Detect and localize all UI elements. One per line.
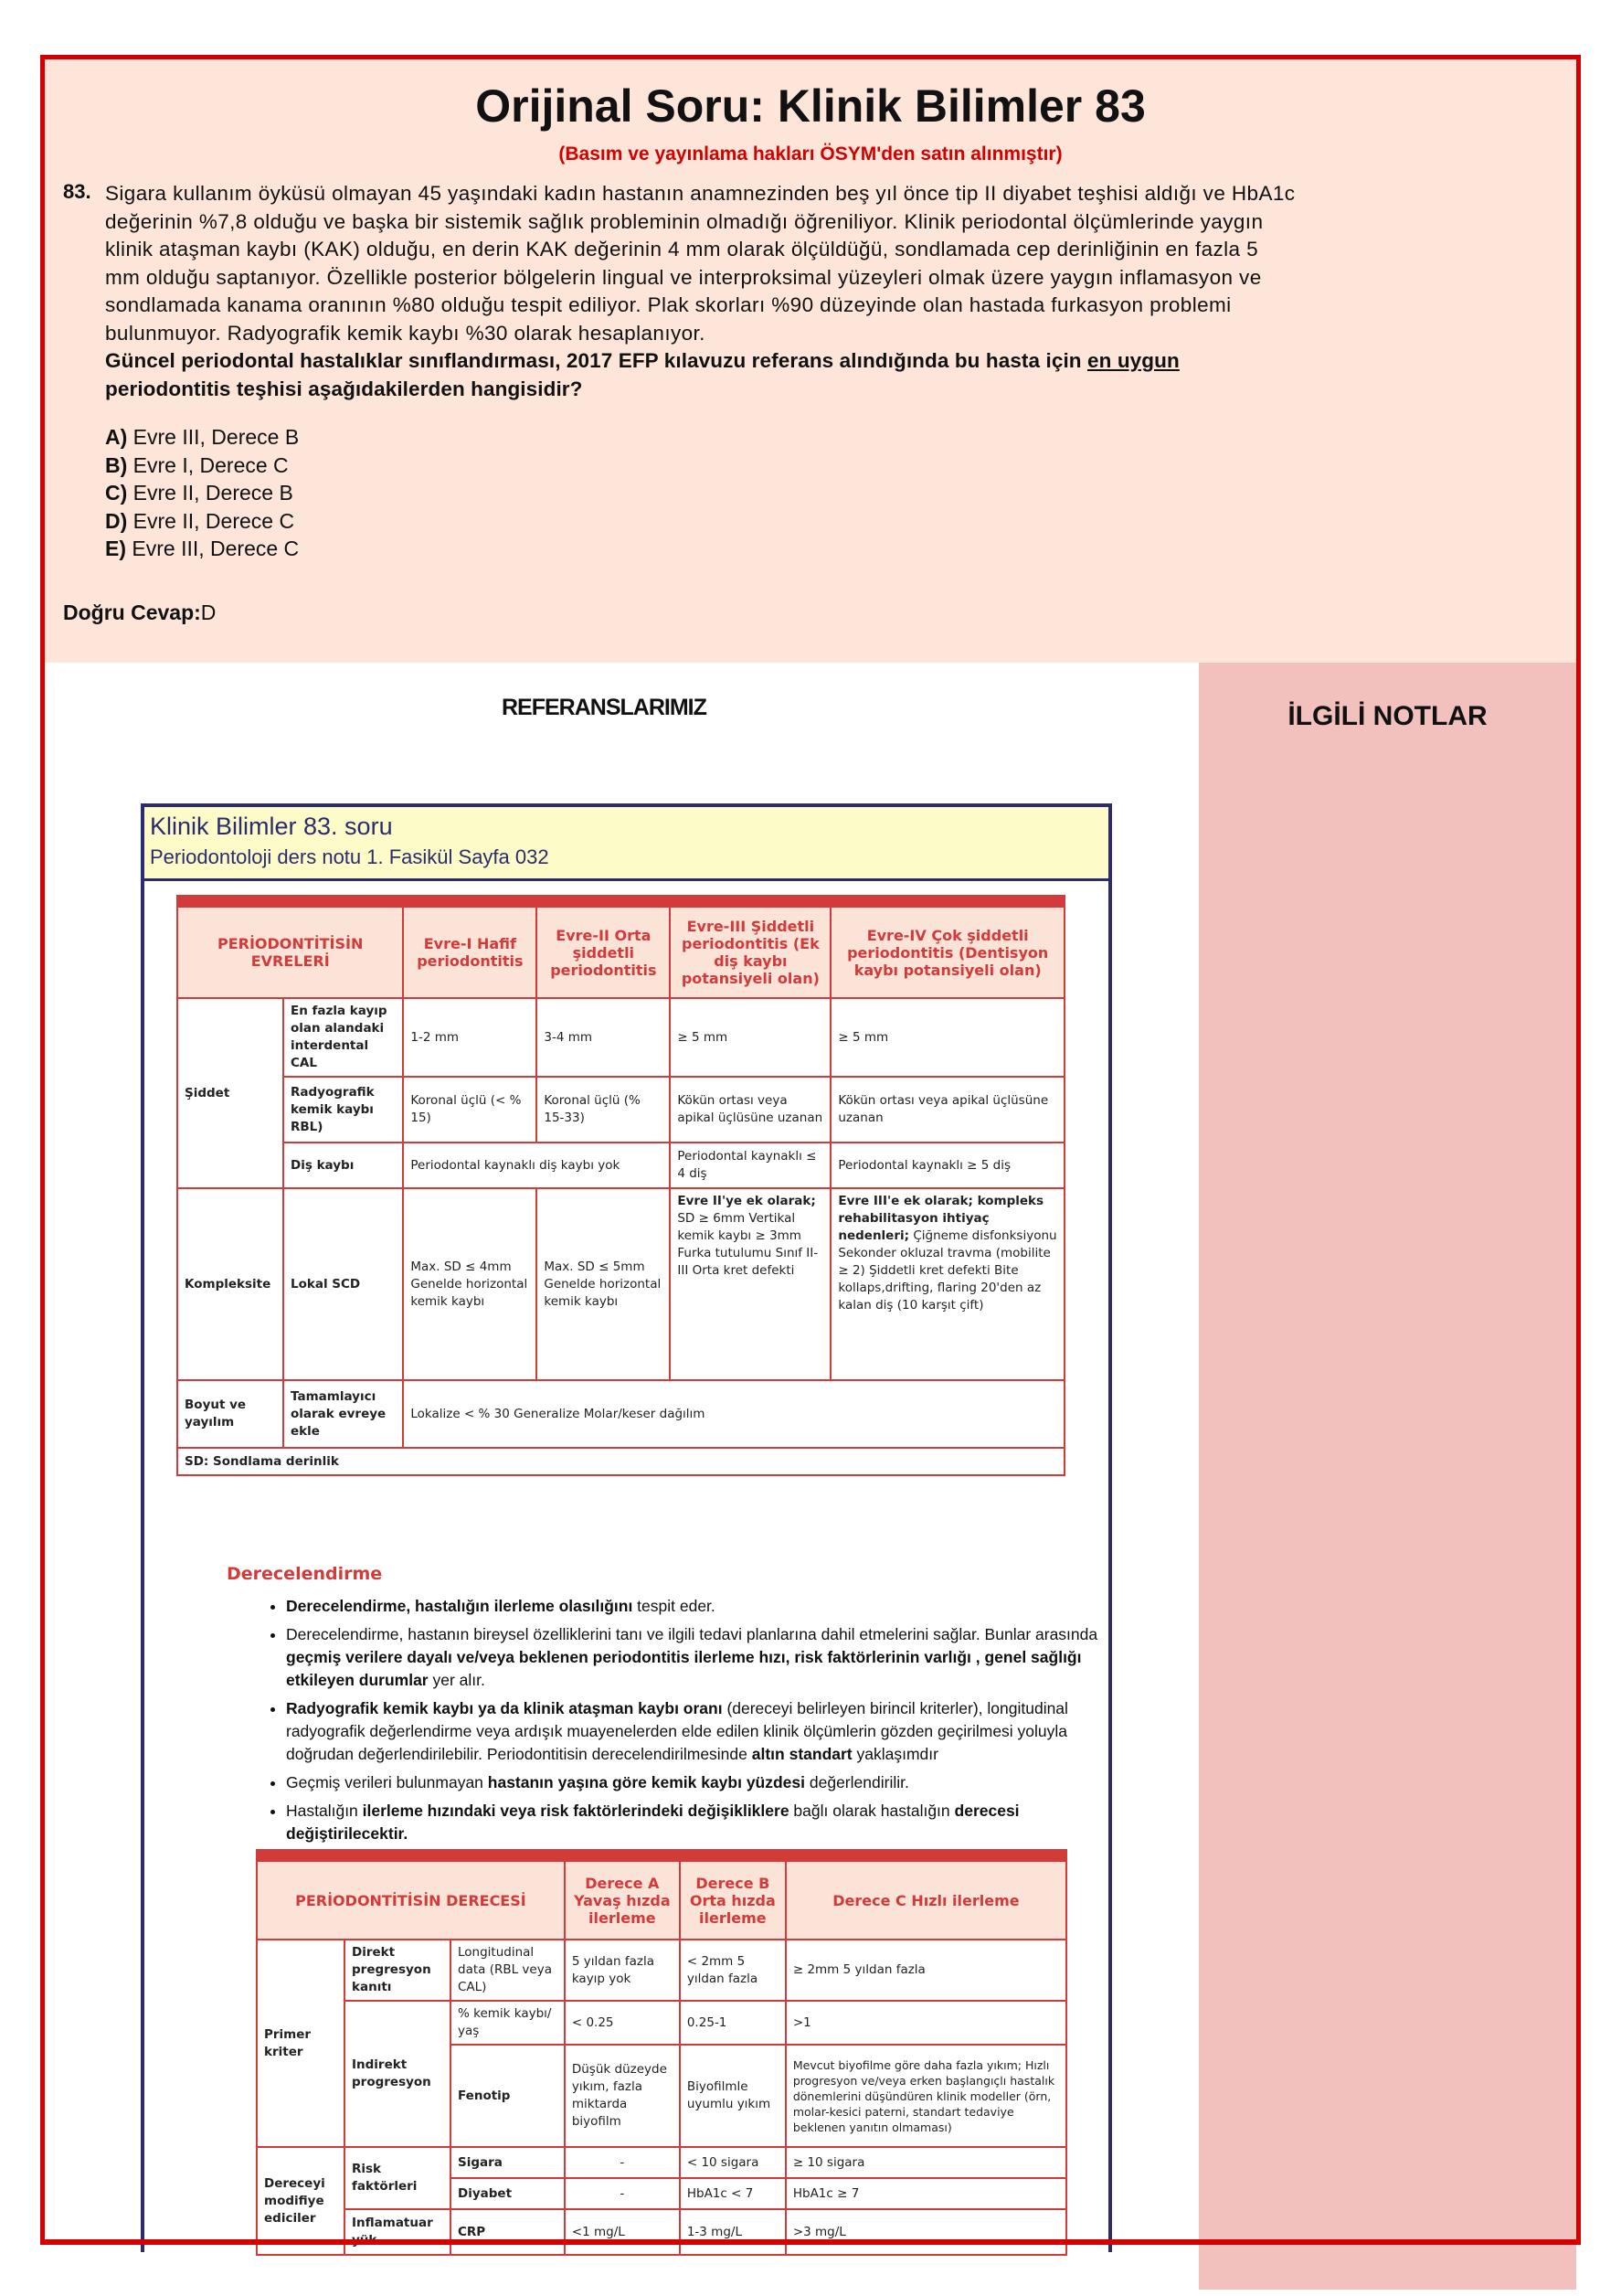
option-text: Evre I, Derece C: [132, 452, 289, 477]
grade-header: Derece B Orta hızda ilerleme: [680, 1861, 786, 1940]
list-item: [286, 1623, 1113, 1692]
question-number: 83.: [63, 180, 91, 203]
row-label: Indirekt progresyon: [344, 2001, 450, 2147]
primary-label: Primer kriter: [257, 1940, 344, 2147]
table-cell: 5 yıldan fazla kayıp yok: [565, 1940, 680, 2001]
bullet-text: tespit eder.: [632, 1597, 715, 1615]
table-cell: -: [565, 2178, 680, 2209]
row-label: Lokal SCD: [283, 1188, 403, 1380]
complexity-label: Kompleksite: [177, 1188, 283, 1380]
table-cell: Düşük düzeyde yıkım, fazla miktarda biyofilm: [565, 2045, 680, 2147]
list-item: [286, 1697, 1113, 1766]
notes-heading: İLGİLİ NOTLAR: [1287, 701, 1488, 731]
grade-header: PERİODONTİTİSİN DERECESİ: [257, 1861, 565, 1940]
table-cell: Kökün ortası veya apikal üçlüsüne uzanan: [670, 1077, 831, 1143]
cell-text: SD ≥ 6mm Vertikal kemik kaybı ≥ 3mm Furka tutulumu Sınıf II-III Orta kret defekti: [677, 1211, 819, 1278]
table-cell: Max. SD ≤ 4mm Genelde horizontal kemik kaybı: [403, 1188, 536, 1380]
question-panel: [45, 59, 1576, 663]
bullet-text: Geçmiş verileri bulunmayan: [286, 1773, 488, 1791]
row-label: Inflamatuar: [344, 2209, 450, 2255]
stage-header: Evre-IV Çok şiddetli periodontitis (Dentisyon kaybı potansiyeli olan): [831, 907, 1065, 998]
cell-heading: Evre III'e ek olarak; kompleks rehabilitasyon ihtiyaç nedenleri;: [838, 1194, 1044, 1243]
table-cell: % kemik kaybı/ yaş: [450, 2001, 565, 2045]
table-cell: Kökün ortası veya apikal üçlüsüne uzanan: [831, 1077, 1065, 1143]
table-cell: < 0.25: [565, 2001, 680, 2045]
option-letter: E): [105, 537, 126, 560]
option-c[interactable]: [105, 479, 299, 507]
option-a[interactable]: [105, 423, 299, 452]
answer-label: Doğru Cevap:: [63, 601, 201, 624]
table-cell: < 2mm 5 yıldan fazla: [680, 1940, 786, 2001]
bullet-text: (dereceyi belirleyen birincil kriterler), longitudinal radyografik değerlendirme veya ardışık muayenelerden elde edilen klinik ölçümlerin gözden geçirilmesi yoluyla doğrudan değerlendirilebilir. Periodontitisin derecelendirilmesinde: [286, 1699, 1068, 1763]
row-label: En fazla kayıp olan alandaki interdental CAL: [283, 998, 403, 1077]
ask-underlined: en uygun: [1087, 349, 1180, 372]
table-cell: Biyofilmle uyumlu yıkım: [680, 2045, 786, 2147]
stem-line: sondlamada kanama oranının %80 olduğu tespit ediliyor. Plak skorları %90 düzeyinde olan hastada furkasyon problemi: [105, 293, 1232, 316]
option-e[interactable]: [105, 535, 299, 563]
bullet-bold: Derecelendirme, hastalığın ilerleme olasılığını: [286, 1597, 633, 1615]
table-cell: < 10 sigara: [680, 2147, 786, 2178]
question-ask: [105, 347, 1531, 376]
table-cell: -: [565, 2147, 680, 2178]
bullet-text: bağlı olarak hastalığın: [789, 1802, 955, 1820]
stem-line: Sigara kullanım öyküsü olmayan 45 yaşındaki kadın hastanın anamnezinden beş yıl önce tip II diyabet teşhisi aldığı ve HbA1c: [105, 182, 1296, 205]
notes-overlay: [1199, 663, 1576, 2290]
row-label: Diş kaybı: [283, 1143, 403, 1188]
extent-label: Boyut ve yayılım: [177, 1380, 283, 1448]
question-body: [105, 180, 1531, 403]
option-letter: C): [105, 481, 128, 505]
table-cell: Koronal üçlü (< % 15): [403, 1077, 536, 1143]
modifiers-label: Dereceyi modifiye ediciler: [257, 2147, 344, 2255]
table-cell: ≥ 2mm 5 yıldan fazla: [786, 1940, 1066, 2001]
page-frame: [40, 55, 1581, 2244]
stage-header: Evre-III Şiddetli periodontitis (Ek diş kaybı potansiyeli olan): [670, 907, 831, 998]
table-cell: HbA1c ≥ 7: [786, 2178, 1066, 2209]
bullet-text: değerlendirilir.: [805, 1773, 909, 1791]
bullet-text: yaklaşımdır: [852, 1745, 938, 1763]
stem-line: bulunmuyor. Radyografik kemik kaybı %30 olarak hesaplanıyor.: [105, 321, 705, 345]
reference-slide: [141, 803, 1112, 2252]
bullet-bold: altın standart: [751, 1745, 853, 1763]
table-cell: Fenotip: [450, 2045, 565, 2147]
table-cell: Periodontal kaynaklı ≤ 4 diş: [670, 1143, 831, 1188]
stem-line: klinik ataşman kaybı (KAK) olduğu, en derin KAK değerinin 4 mm olarak ölçüldüğü, sondlamada cep derinliğinin en fazla 5: [105, 238, 1259, 260]
stage-table: [176, 906, 1065, 1476]
table-cell: ≥ 5 mm: [831, 998, 1065, 1077]
list-item: [286, 1800, 1113, 1845]
row-label: Tamamlayıcı olarak evreye ekle: [283, 1380, 403, 1448]
bullet-bold: ilerleme hızındaki veya risk faktörlerindeki değişikliklere: [362, 1802, 789, 1820]
table-cell: 0.25-1: [680, 2001, 786, 2045]
option-text: Evre III, Derece C: [132, 537, 300, 560]
table-cell: Lokalize < % 30 Generalize Molar/keser dağılım: [403, 1380, 1065, 1448]
option-text: Evre II, Derece C: [132, 508, 295, 533]
table-cell: [831, 1188, 1065, 1380]
ask-text: Güncel periodontal hastalıklar sınıflandırması, 2017 EFP kılavuzu referans alındığında bu hasta için: [105, 349, 1088, 372]
option-d[interactable]: [105, 507, 299, 536]
references-heading: REFERANSLARIMIZ: [502, 695, 706, 720]
stem-line: değerinin %7,8 olduğu ve başka bir sistemik sağlık probleminin olmadığı öğreniliyor. Klinik periodontal ölçümlerinde yaygın: [105, 209, 1264, 233]
row-label: Radyografik kemik kaybı RBL): [283, 1077, 403, 1143]
table-cell: 1-2 mm: [403, 998, 536, 1077]
grade-header: Derece C Hızlı ilerleme: [786, 1861, 1066, 1940]
option-letter: D): [105, 508, 128, 533]
grade-table: [256, 1860, 1067, 2256]
table-cell: <1 mg/L: [565, 2209, 680, 2255]
grading-bullets: [259, 1595, 1113, 1851]
correct-answer: [63, 601, 216, 625]
table-cell: Diyabet: [450, 2178, 565, 2209]
table-cell: CRP: [450, 2209, 565, 2255]
stage-header: Evre-I Hafif periodontitis: [403, 907, 536, 998]
row-label: Direkt pregresyon kanıtı: [344, 1940, 450, 2001]
slide-header: [144, 807, 1108, 881]
cell-text: Çiğneme disfonksiyonu Sekonder okluzal travma (mobilite ≥ 2) Şiddetli kret defekti Bite kollaps,drifting, flaring 20'den az kalan diş (10 karşıt çift): [838, 1228, 1057, 1313]
table-cell: >3 mg/L: [786, 2209, 1066, 2255]
bullet-bold: Radyografik kemik kaybı ya da klinik ataşman kaybı oranı: [286, 1699, 723, 1717]
table-cell: Koronal üçlü (% 15-33): [536, 1077, 670, 1143]
table-cell: Max. SD ≤ 5mm Genelde horizontal kemik kaybı: [536, 1188, 670, 1380]
cell-heading: Evre II'ye ek olarak;: [677, 1194, 816, 1208]
bullet-bold: geçmiş verilere dayalı ve/veya beklenen periodontitis ilerleme hızı, risk faktörlerinin varlığı , genel sağlığı etkileyen durumlar: [286, 1648, 1082, 1689]
table-cell: HbA1c < 7: [680, 2178, 786, 2209]
table-cell: Mevcut biyofilme göre daha fazla yıkım; Hızlı progresyon ve/veya erken başlangıçlı hastalık dönemlerini düşündüren klinik modeller (örn, molar-kesici paterni, standart tedaviye beklenen yanıtın olmaması): [786, 2045, 1066, 2147]
question-title: Orijinal Soru: Klinik Bilimler 83: [475, 80, 1146, 132]
option-text: Evre III, Derece B: [132, 425, 300, 449]
slide-title: Klinik Bilimler 83. soru: [150, 813, 393, 840]
table-cell: ≥ 5 mm: [670, 998, 831, 1077]
bottom-border: [40, 2239, 1581, 2245]
table-cell: Periodontal kaynaklı ≥ 5 diş: [831, 1143, 1065, 1188]
option-text: Evre II, Derece B: [132, 481, 293, 505]
grade-header: Derece A Yavaş hızda ilerleme: [565, 1861, 680, 1940]
row-label: Risk faktörleri: [344, 2147, 450, 2209]
table-cell: 1-3 mg/L: [680, 2209, 786, 2255]
bullet-bold: hastanın yaşına göre kemik kaybı yüzdesi: [487, 1773, 806, 1791]
bullet-bold: derecesi değiştirilecektir.: [286, 1802, 1020, 1843]
table-cell: [670, 1188, 831, 1380]
answer-options: [105, 423, 299, 563]
question-ask-2: periodontitis teşhisi aşağıdakilerden hangisidir?: [105, 377, 583, 400]
severity-label: Şiddet: [177, 998, 283, 1188]
copyright-note: (Basım ve yayınlama hakları ÖSYM'den satın alınmıştır): [558, 144, 1063, 165]
answer-value: D: [200, 601, 217, 624]
option-letter: B): [105, 452, 128, 477]
grading-title: Derecelendirme: [227, 1564, 383, 1584]
list-item: [286, 1771, 1113, 1794]
table-cell: 3-4 mm: [536, 998, 670, 1077]
table-cell: Longitudinal data (RBL veya CAL): [450, 1940, 565, 2001]
stage-header: PERİODONTİTİSİN EVRELERİ: [177, 907, 403, 998]
stem-line: mm olduğu saptanıyor. Özellikle posterior bölgelerin lingual ve interproksimal yüzeyleri olmak üzere yaygın inflamasyon ve: [105, 265, 1262, 289]
option-letter: A): [105, 425, 128, 449]
bullet-text: yer alır.: [428, 1671, 485, 1689]
slide-subtitle: Periodontoloji ders notu 1. Fasikül Sayfa 032: [150, 845, 549, 868]
table-cell: ≥ 10 sigara: [786, 2147, 1066, 2178]
table-cell: Periodontal kaynaklı diş kaybı yok: [403, 1143, 670, 1188]
table-cell: >1: [786, 2001, 1066, 2045]
table-footnote: SD: Sondlama derinlik: [177, 1448, 1065, 1475]
list-item: [286, 1595, 1113, 1618]
stage-header: Evre-II Orta şiddetli periodontitis: [536, 907, 670, 998]
bullet-text: Derecelendirme, hastanın bireysel özelliklerini tanı ve ilgili tedavi planlarına dahil etmelerini sağlar. Bunlar arasında: [286, 1625, 1098, 1643]
bullet-text: Hastalığın: [286, 1802, 363, 1820]
table-cell: Sigara: [450, 2147, 565, 2178]
option-b[interactable]: [105, 452, 299, 480]
